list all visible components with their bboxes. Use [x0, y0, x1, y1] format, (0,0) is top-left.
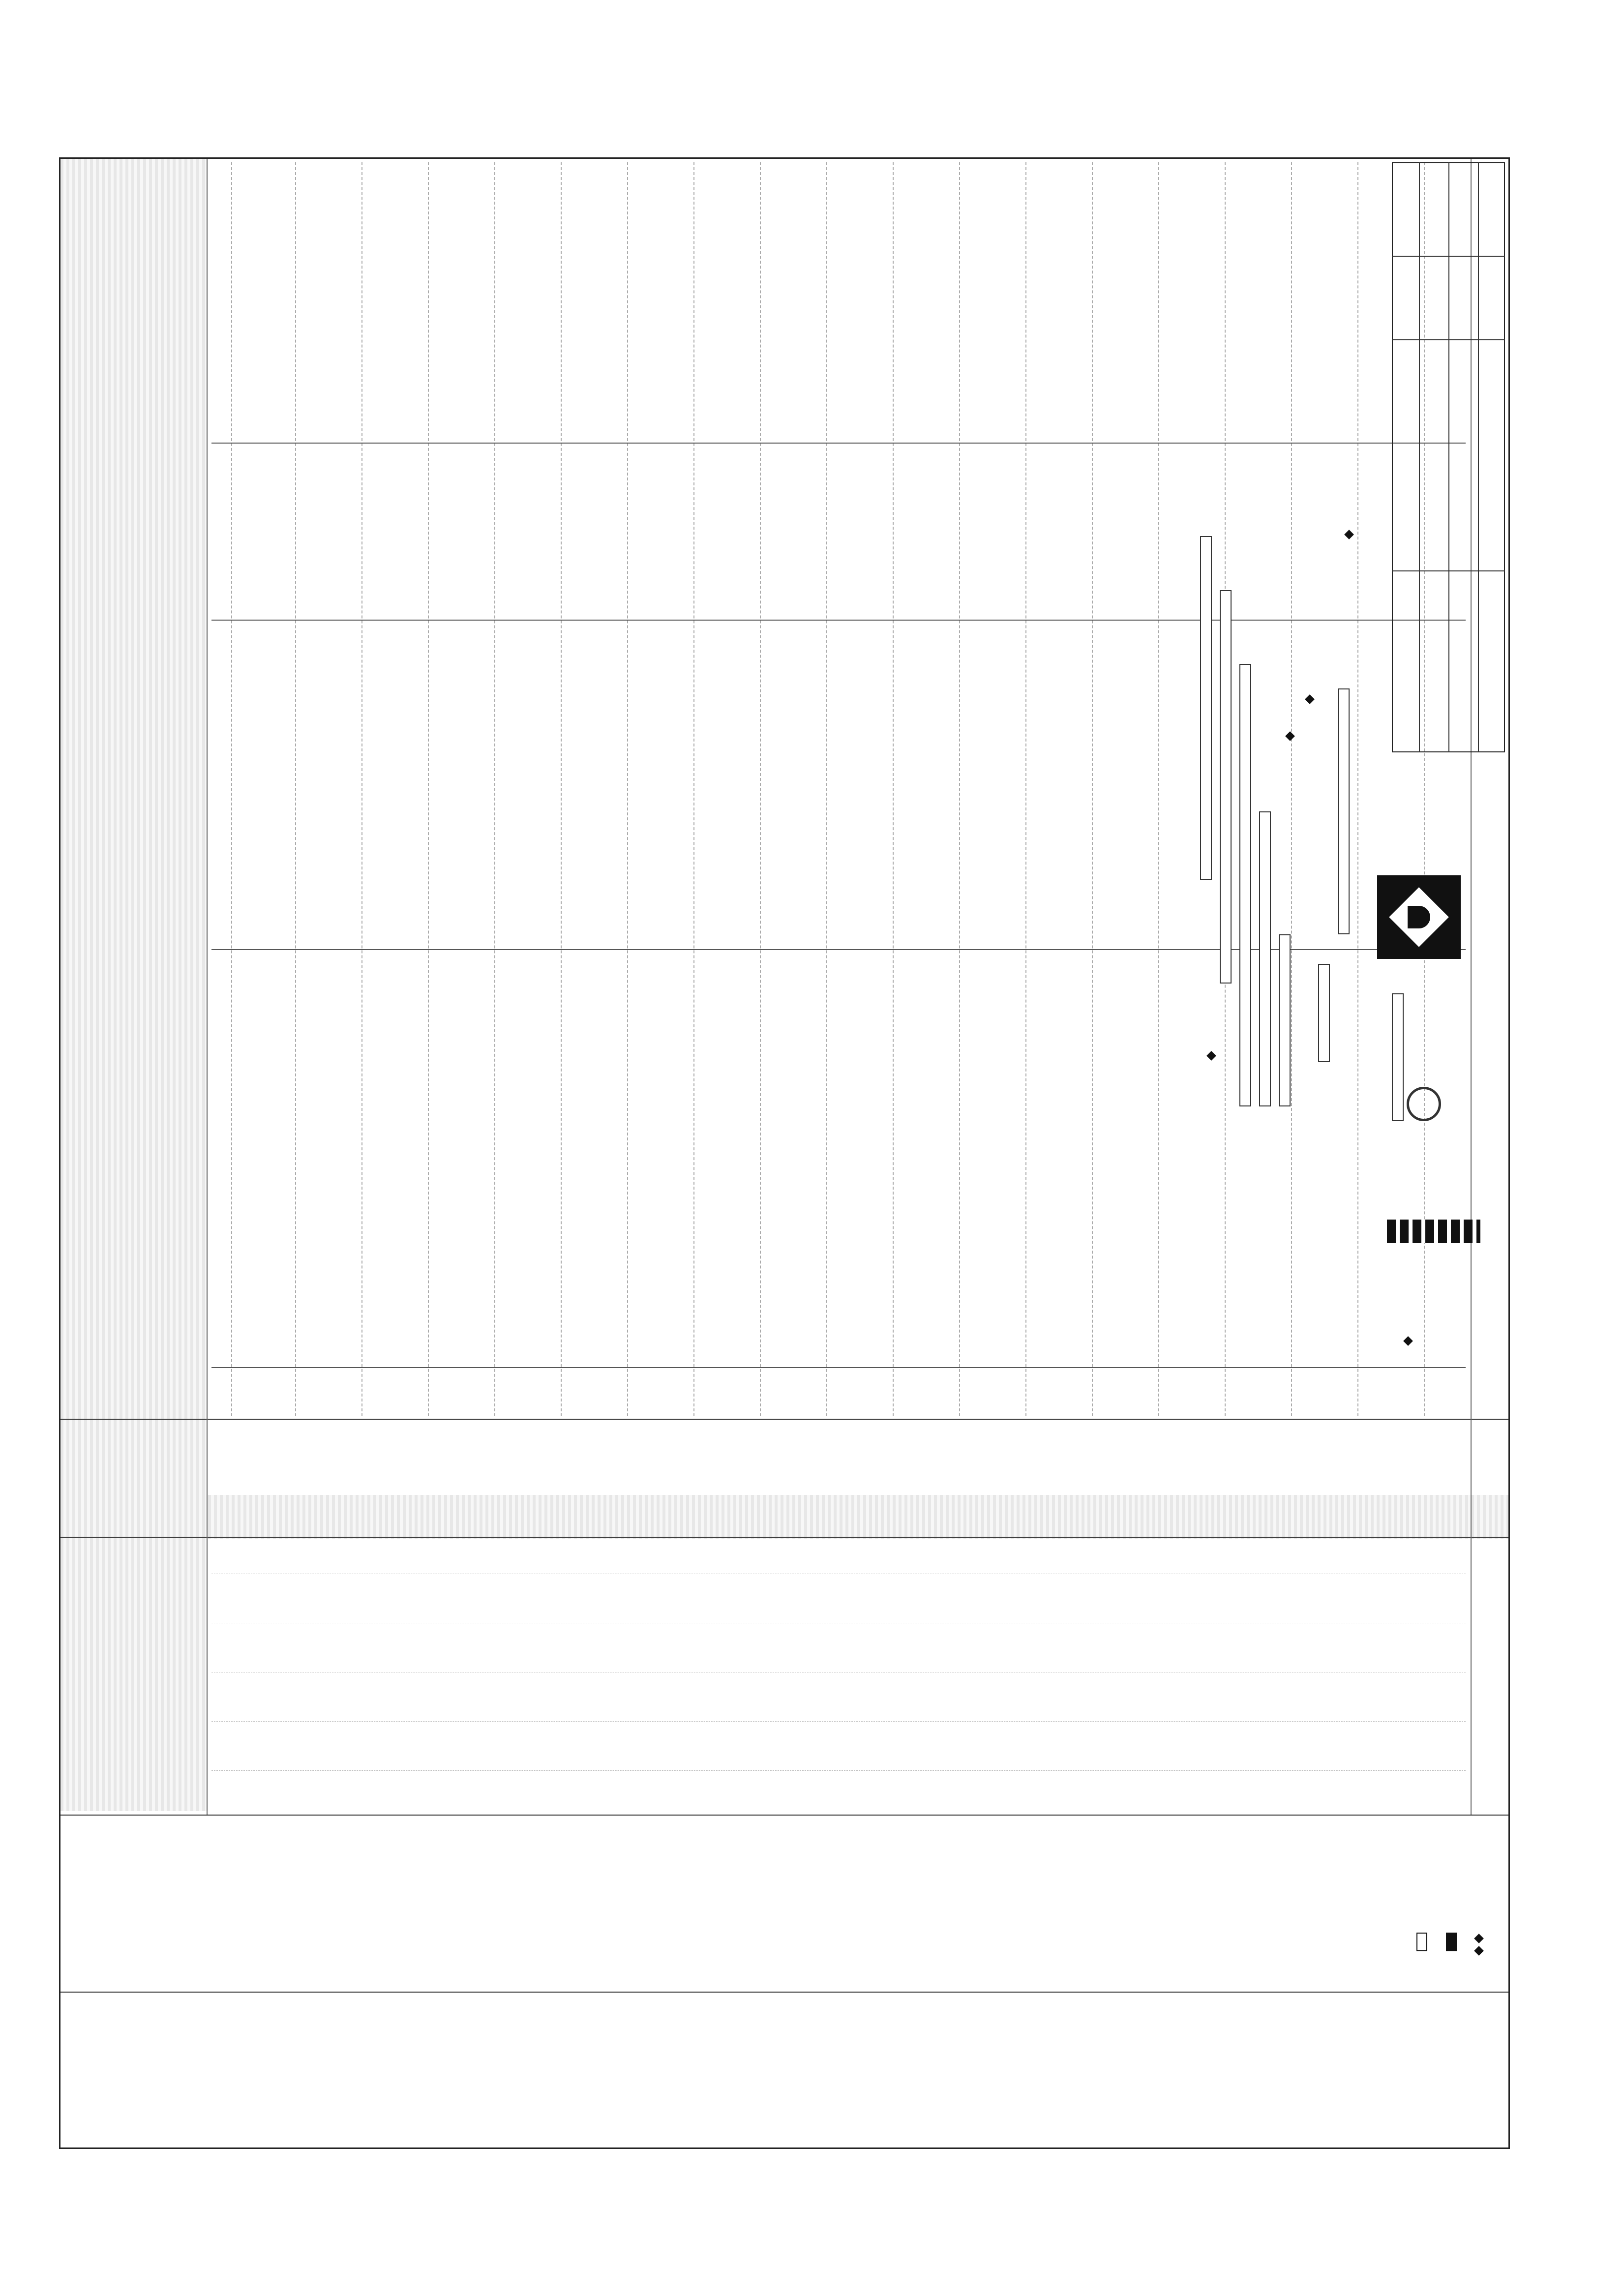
activity-bar: [1338, 688, 1350, 934]
table-bottom-rule: [60, 1815, 1508, 1816]
activity-bar: [1279, 934, 1291, 1106]
month-boundary: [211, 1367, 1466, 1368]
grid-line: [826, 162, 827, 1416]
grid-line: [1025, 162, 1026, 1416]
row-guide: [211, 1770, 1466, 1771]
revision-block-row: [1392, 256, 1505, 257]
grid-line: [760, 162, 761, 1416]
row-guide: [211, 1721, 1466, 1722]
grid-line: [693, 162, 694, 1416]
grid-line: [1357, 162, 1358, 1416]
col-divider-1: [207, 159, 208, 1815]
grid-line: [1291, 162, 1292, 1416]
page-frame: [59, 157, 1510, 2149]
revision-block-row: [1392, 339, 1505, 340]
grid-line: [1158, 162, 1159, 1416]
activity-bar: [1318, 964, 1330, 1062]
month-boundary: [211, 949, 1466, 950]
company-logo-d: [1377, 875, 1461, 959]
grid-line: [494, 162, 495, 1416]
grid-line: [627, 162, 628, 1416]
grid-line: [561, 162, 562, 1416]
revision-block-col: [1419, 162, 1420, 752]
date-column-band: [60, 1495, 1508, 1539]
revision-block-row: [1392, 570, 1505, 571]
primary-baseline-icon: [1416, 1933, 1427, 1951]
department-logo: [1407, 1087, 1441, 1121]
revision-block-col: [1448, 162, 1449, 752]
activity-bar: [1259, 811, 1271, 1106]
grid-line: [295, 162, 296, 1416]
activity-bar: [1392, 993, 1404, 1121]
grid-line: [893, 162, 894, 1416]
grid-line: [959, 162, 960, 1416]
critical-activity-icon: [1446, 1933, 1457, 1951]
aecom-logo: [1387, 1220, 1480, 1243]
month-boundary: [211, 620, 1466, 621]
activity-bar: [1220, 590, 1232, 984]
revision-block-col: [1478, 162, 1479, 752]
timeline-split-rule: [60, 1537, 1508, 1538]
activity-bar: [1239, 664, 1251, 1106]
bottom-rule: [60, 1992, 1508, 1993]
month-boundary: [211, 443, 1466, 444]
grid-line: [428, 162, 429, 1416]
grid-line: [1092, 162, 1093, 1416]
date-split-rule: [60, 1419, 1508, 1420]
grid-line: [231, 162, 232, 1416]
activity-header-band: [60, 159, 208, 1811]
activity-bar: [1200, 536, 1212, 880]
grid-line: [361, 162, 362, 1416]
